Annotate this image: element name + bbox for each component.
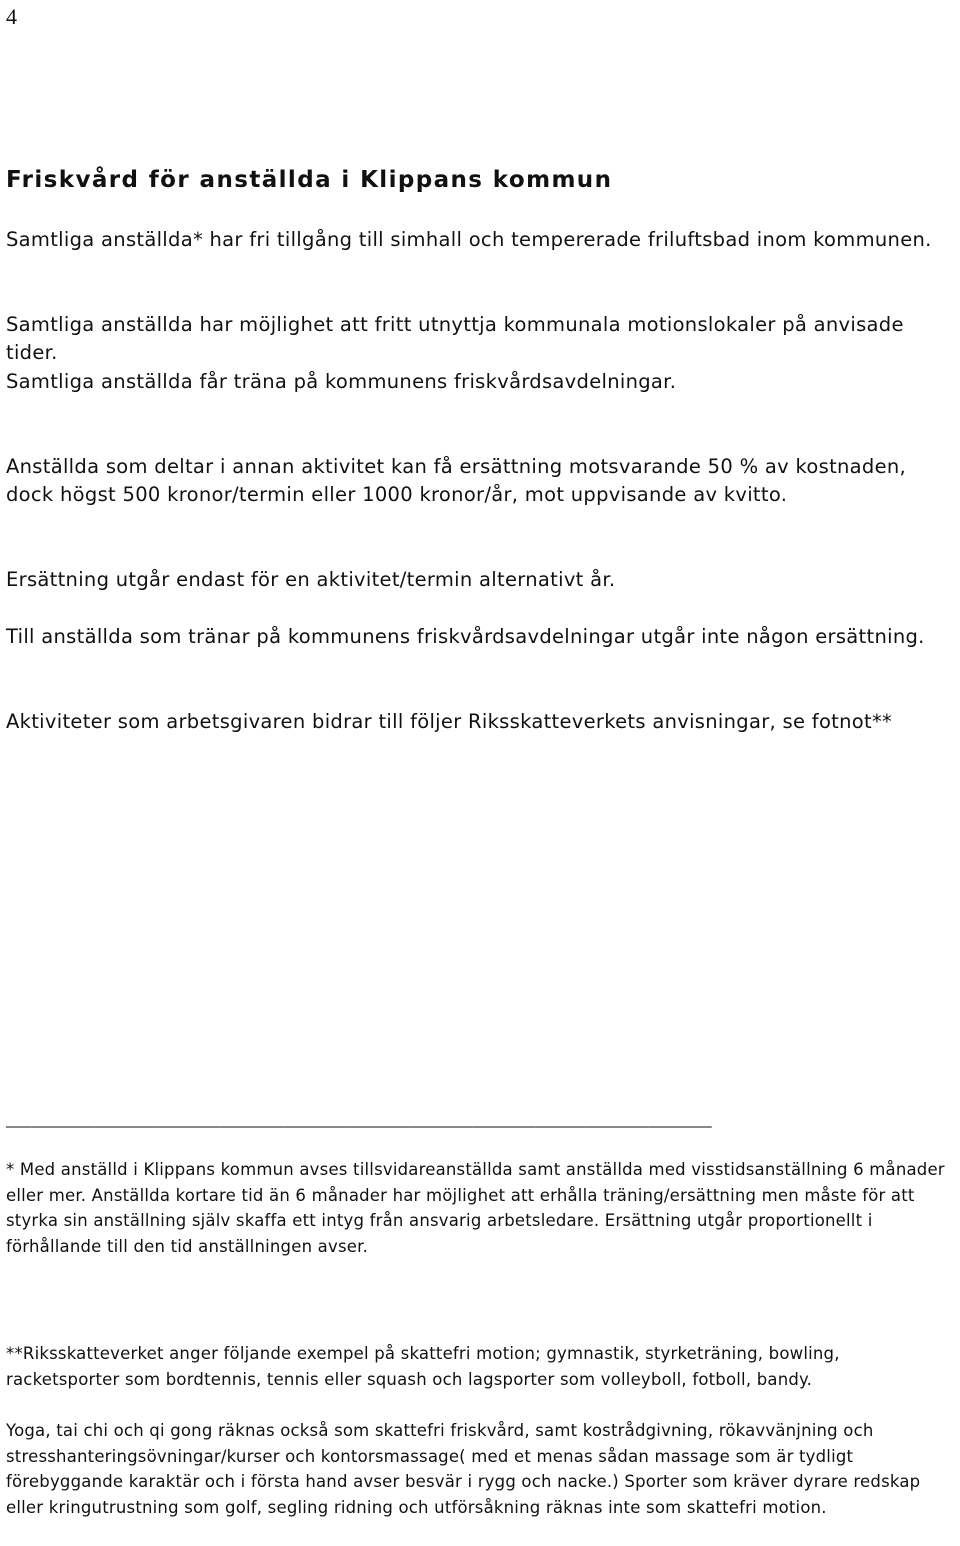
paragraph-ingen-ersattning: Till anställda som tränar på kommunens friskvårdsavdelningar utgår inte någon ersättning. [6, 625, 925, 648]
paragraph-motionslokaler: Samtliga anställda har möjlighet att fritt utnyttja kommunala motionslokaler på anvisade tider. [6, 313, 904, 364]
paragraph-simhall: Samtliga anställda* har fri tillgång till simhall och tempererade friluftsbad inom kommunen. [6, 228, 932, 251]
paragraph-ersattning: Anställda som deltar i annan aktivitet kan få ersättning motsvarande 50 % av kostnaden, dock högst 500 kronor/termin eller 1000 kronor/år, mot uppvisande av kvitto. [6, 455, 907, 506]
paragraph-friskvardsavdelningar: Samtliga anställda får träna på kommunens friskvårdsavdelningar. [6, 370, 677, 393]
footnote-skattefri-motion: **Riksskatteverket anger följande exempel på skattefri motion; gymnastik, styrketräning, bowling, racketsporter som bordtennis, tennis eller squash och lagsporter som volleyboll, fotboll, bandy. [6, 1344, 840, 1389]
paragraph-en-aktivitet: Ersättning utgår endast för en aktivitet/termin alternativt år. [6, 568, 616, 591]
footnote-skattefri-friskvard: Yoga, tai chi och qi gong räknas också som skattefri friskvård, samt kostrådgivning, rökavvänjning och stresshanteringsövningar/kurser och kontorsmassage( med et menas sådan massage som är tydligt förebyggande karaktär och i första hand avser besvär i rygg och nacke.) Sporter som kräver dyrare redskap eller kringutrustning som golf, segling ridning och utförsåkning räknas inte som skattefri motion. [6, 1421, 921, 1517]
paragraph-riksskatteverket: Aktiviteter som arbetsgivaren bidrar till följer Riksskatteverkets anvisningar, se fotnot** [6, 710, 893, 733]
page-number: 4 [6, 4, 17, 29]
footnote-anstalld: * Med anställd i Klippans kommun avses tillsvidareanställda samt anställda med visstidsanställning 6 månader eller mer. Anställda kortare tid än 6 månader har möjlighet att erhålla träning/ersättning men måste för att styrka sin anställning själv skaffa ett intyg från ansvarig arbetsledare. Ersättning utgår proportionellt i förhållande till den tid anställningen avser. [6, 1160, 945, 1256]
page-title: Friskvård för anställda i Klippans kommun [6, 167, 613, 193]
footnote-separator: ________________________________________________________ [6, 1109, 712, 1132]
